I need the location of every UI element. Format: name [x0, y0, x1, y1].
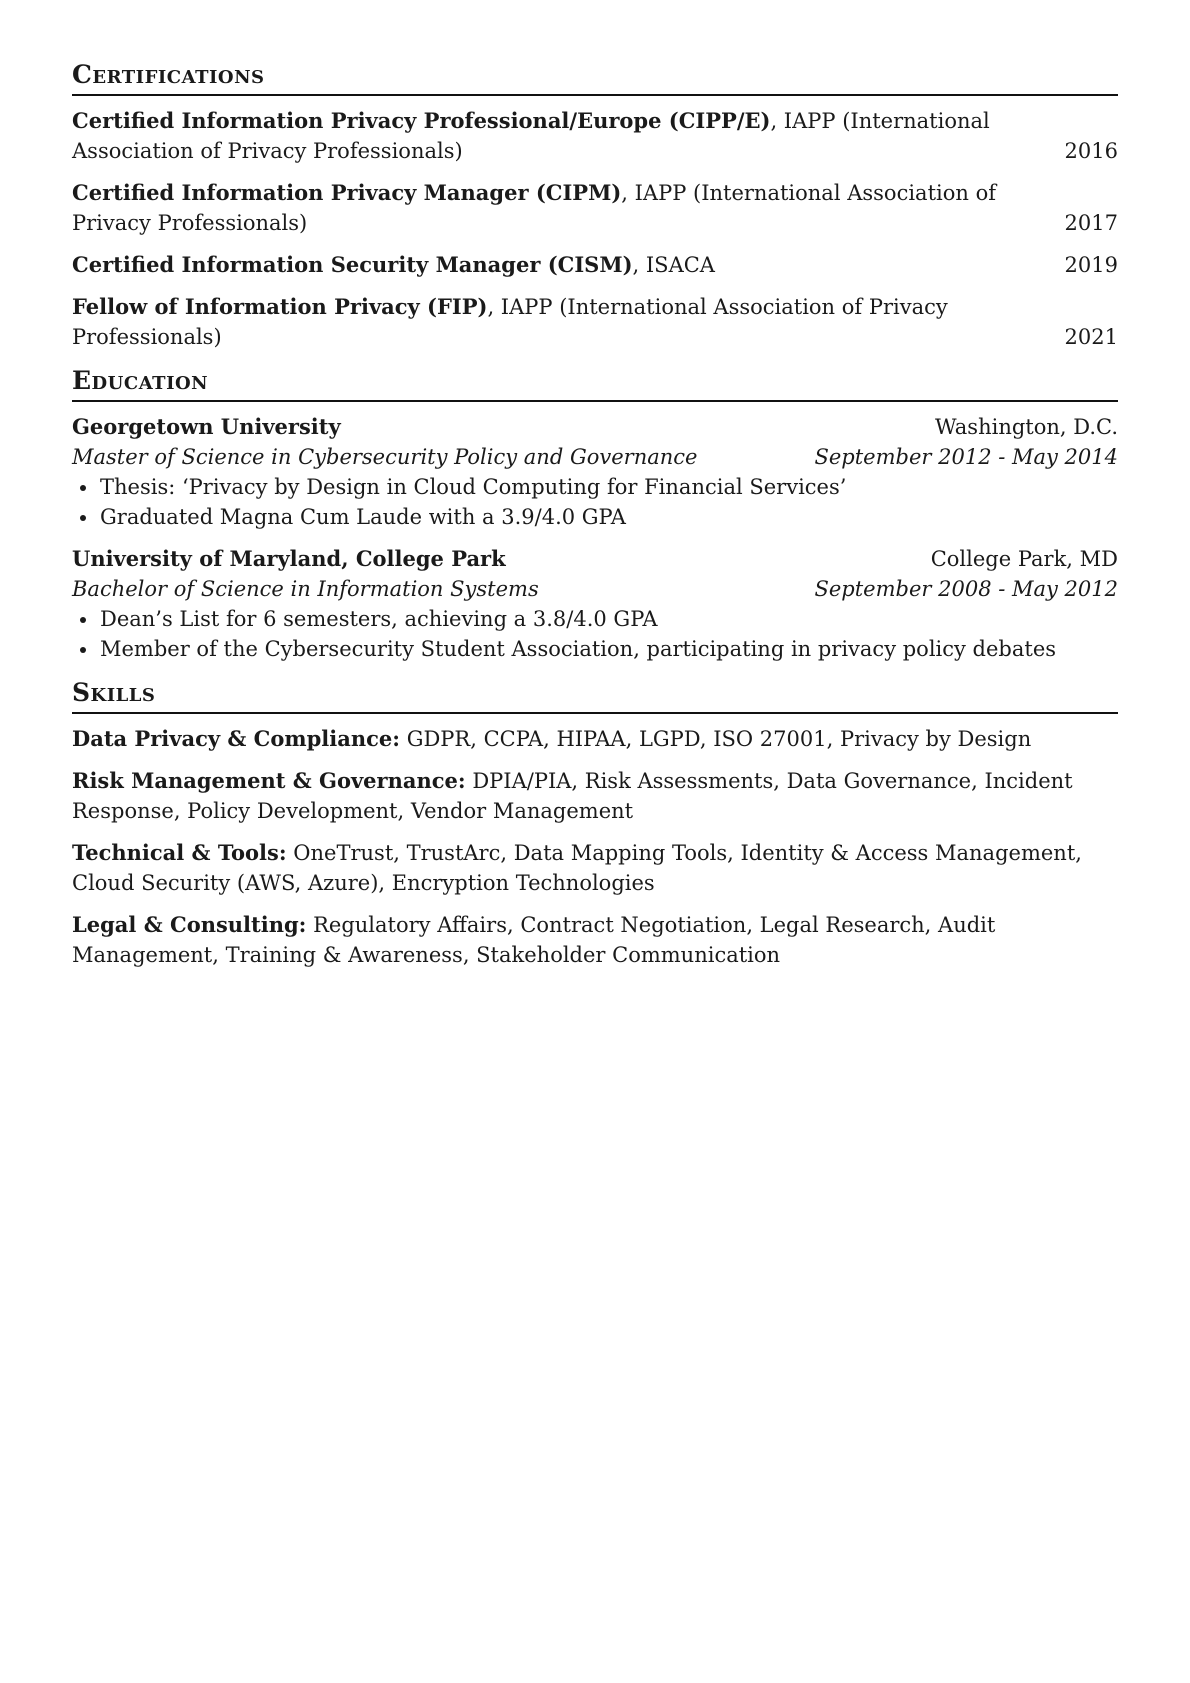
skill-label: Data Privacy & Compliance: — [72, 726, 401, 751]
resume-page — [72, 60, 1118, 984]
skill-label: Technical & Tools: — [72, 840, 287, 865]
skill-value: GDPR, CCPA, HIPAA, LGPD, ISO 27001, Privacy by Design — [400, 727, 1032, 751]
cert-name: Fellow of Information Privacy (FIP) — [72, 294, 488, 319]
skill-value: OneTrust, TrustArc, Data Mapping Tools, Identity & Access Management, Cloud Security (AWS, Azure), Encryption Technologies — [72, 841, 1082, 895]
cert-item — [72, 292, 1118, 352]
certifications-heading: Certifications — [72, 60, 1118, 96]
list-item: Graduated Magna Cum Laude with a 3.9/4.0 GPA — [72, 502, 1118, 532]
cert-issuer: , ISACA — [632, 253, 715, 277]
skill-item — [72, 766, 1118, 826]
education-heading: Education — [72, 366, 1118, 402]
cert-issuer: , IAPP (International Association of Privacy Professionals) — [72, 109, 990, 163]
cert-year: 2021 — [1064, 325, 1118, 349]
education-entry — [72, 412, 1118, 532]
school-name: Georgetown University — [72, 414, 341, 439]
cert-name: Certified Information Security Manager (CISM) — [72, 252, 633, 277]
education-bullets — [72, 472, 1118, 532]
cert-year: 2017 — [1064, 211, 1118, 235]
degree-name: Master of Science in Cybersecurity Policy and Governance — [72, 445, 698, 469]
skill-item — [72, 838, 1118, 898]
skills-heading: Skills — [72, 678, 1118, 714]
cert-item — [72, 106, 1118, 166]
school-name: University of Maryland, College Park — [72, 546, 506, 571]
education-bullets — [72, 604, 1118, 664]
skills-section — [72, 678, 1118, 970]
cert-item — [72, 178, 1118, 238]
certifications-section — [72, 60, 1118, 352]
cert-item — [72, 250, 1118, 280]
degree-dates: September 2008 - May 2012 — [814, 577, 1118, 601]
list-item: Thesis: ‘Privacy by Design in Cloud Computing for Financial Services’ — [72, 472, 1118, 502]
school-location: College Park, MD — [930, 547, 1118, 571]
cert-name: Certified Information Privacy Professional/Europe (CIPP/E) — [72, 108, 771, 133]
school-location: Washington, D.C. — [935, 415, 1118, 439]
list-item: Member of the Cybersecurity Student Association, participating in privacy policy debates — [72, 634, 1118, 664]
skill-label: Risk Management & Governance: — [72, 768, 466, 793]
degree-name: Bachelor of Science in Information Systems — [72, 577, 539, 601]
cert-issuer: , IAPP (International Association of Privacy Professionals) — [72, 181, 996, 235]
skill-item — [72, 910, 1118, 970]
cert-issuer: , IAPP (International Association of Privacy Professionals) — [72, 295, 948, 349]
cert-year: 2016 — [1064, 139, 1118, 163]
skill-item — [72, 724, 1118, 754]
cert-year: 2019 — [1064, 253, 1118, 277]
cert-name: Certified Information Privacy Manager (CIPM) — [72, 180, 622, 205]
list-item: Dean’s List for 6 semesters, achieving a 3.8/4.0 GPA — [72, 604, 1118, 634]
degree-dates: September 2012 - May 2014 — [814, 445, 1118, 469]
skill-value: Regulatory Affairs, Contract Negotiation, Legal Research, Audit Management, Training & Awareness, Stakeholder Communication — [72, 913, 996, 967]
skill-value: DPIA/PIA, Risk Assessments, Data Governance, Incident Response, Policy Development, Vendor Management — [72, 769, 1073, 823]
skill-label: Legal & Consulting: — [72, 912, 307, 937]
education-entry — [72, 544, 1118, 664]
education-section — [72, 366, 1118, 664]
